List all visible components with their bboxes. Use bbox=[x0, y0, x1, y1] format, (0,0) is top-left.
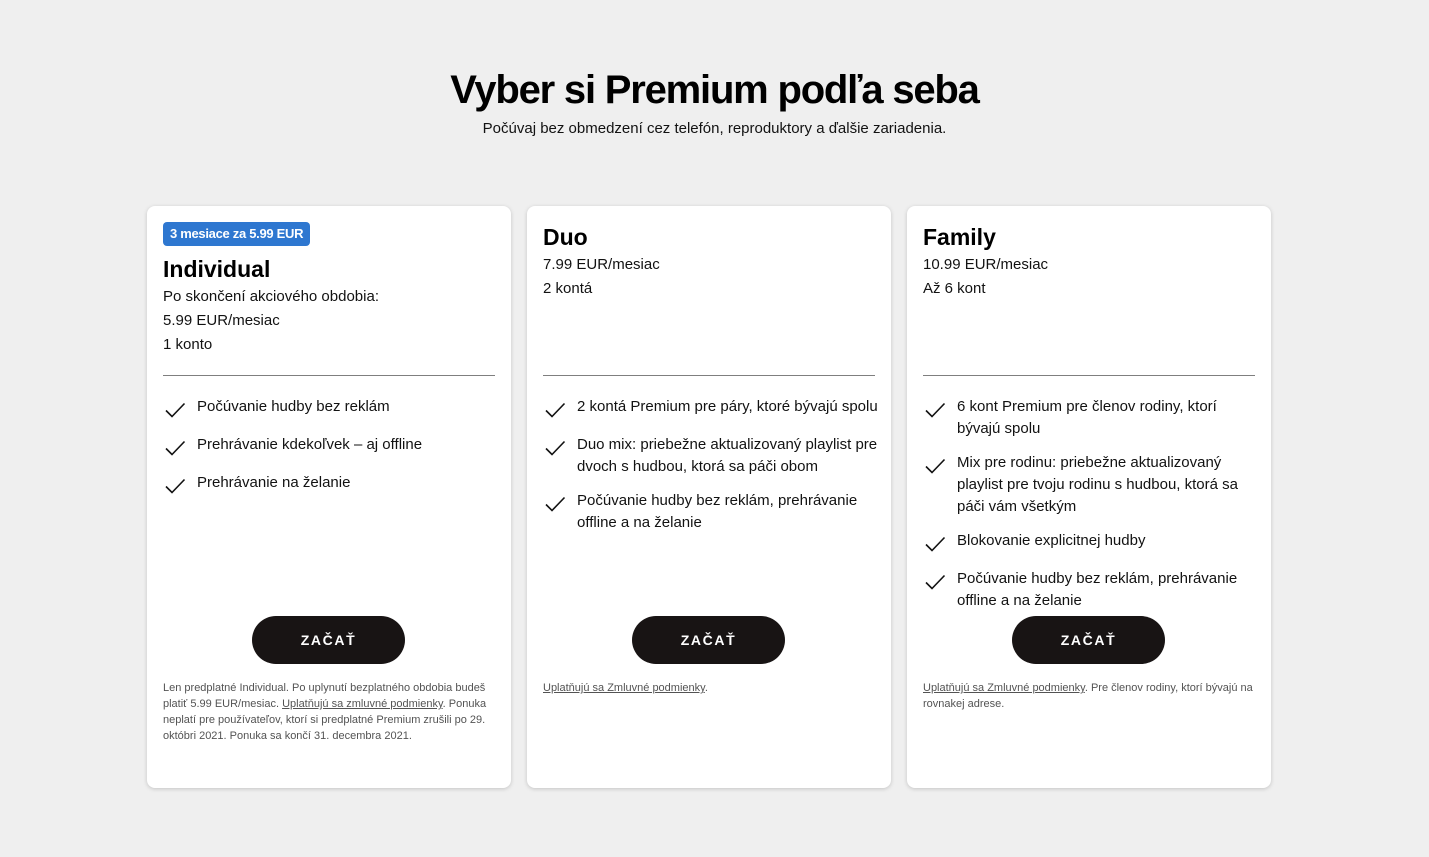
feature-text: Počúvanie hudby bez reklám, prehrávanie offline a na želanie bbox=[577, 492, 858, 531]
feature-text: Počúvanie hudby bez reklám, prehrávanie offline a na želanie bbox=[957, 570, 1238, 609]
divider bbox=[543, 375, 875, 376]
plan-info bbox=[543, 254, 875, 300]
feature-item bbox=[543, 396, 881, 422]
plan-cards bbox=[147, 206, 1271, 788]
page-subtitle: Počúvaj bez obmedzení cez telefón, reproduktory a ďalšie zariadenia. bbox=[482, 120, 947, 137]
check-icon bbox=[923, 398, 947, 422]
feature-list bbox=[543, 396, 881, 546]
feature-item bbox=[923, 452, 1261, 518]
feature-item bbox=[543, 434, 881, 478]
feature-text: 2 kontá Premium pre páry, ktoré bývajú spolu bbox=[577, 398, 878, 415]
plan-accounts: 1 konto bbox=[163, 336, 213, 353]
plan-accounts: Až 6 kont bbox=[923, 280, 986, 297]
feature-text: Mix pre rodinu: priebežne aktualizovaný playlist pre tvoju rodinu s hudbou, ktorá sa páči vám všetkým bbox=[957, 454, 1238, 515]
feature-item bbox=[923, 568, 1261, 612]
feature-text: Prehrávanie kdekoľvek – aj offline bbox=[197, 436, 423, 453]
fineprint-text: . Ponuka neplatí pre používateľov, ktorí si predplatné Premium zrušili po 29. októbri 2021. Ponuka sa končí 31. decembra 2021. bbox=[163, 698, 487, 742]
feature-text: Duo mix: priebežne aktualizovaný playlist pre dvoch s hudbou, ktorá sa páči obom bbox=[577, 436, 878, 475]
fineprint-text: . Pre členov rodiny, ktorí bývajú na rovnakej adrese. bbox=[923, 682, 1253, 710]
fineprint bbox=[543, 680, 875, 696]
fineprint-text: . bbox=[704, 682, 708, 694]
check-icon bbox=[543, 398, 567, 422]
plan-card-individual bbox=[147, 206, 511, 788]
check-icon bbox=[543, 436, 567, 460]
page-header bbox=[0, 64, 1429, 140]
feature-item bbox=[923, 396, 1261, 440]
plan-price: 7.99 EUR/mesiac bbox=[543, 256, 660, 273]
start-button-individual[interactable]: ZAČAŤ bbox=[252, 616, 405, 664]
plan-card-duo bbox=[527, 206, 891, 788]
fineprint-text: Len predplatné Individual. Po uplynutí bezplatného obdobia budeš platiť 5.99 EUR/mesiac. bbox=[163, 682, 486, 710]
check-icon bbox=[923, 454, 947, 478]
page-title: Vyber si Premium podľa seba bbox=[450, 68, 979, 112]
terms-link[interactable]: Uplatňujú sa Zmluvné podmienky bbox=[923, 682, 1085, 694]
plan-info bbox=[923, 254, 1255, 300]
promo-badge: 3 mesiace za 5.99 EUR bbox=[163, 222, 310, 246]
check-icon bbox=[163, 398, 187, 422]
feature-item bbox=[163, 396, 501, 422]
feature-item bbox=[163, 434, 501, 460]
plan-info-line: Po skončení akciového obdobia: bbox=[163, 288, 379, 305]
plan-name: Individual bbox=[163, 256, 271, 282]
check-icon bbox=[163, 436, 187, 460]
divider bbox=[163, 375, 495, 376]
fineprint bbox=[163, 680, 495, 744]
check-icon bbox=[923, 570, 947, 594]
plan-price: 5.99 EUR/mesiac bbox=[163, 312, 280, 329]
plan-card-family bbox=[907, 206, 1271, 788]
plan-info bbox=[163, 286, 495, 356]
terms-link[interactable]: Uplatňujú sa zmluvné podmienky bbox=[282, 698, 443, 710]
plan-price: 10.99 EUR/mesiac bbox=[923, 256, 1049, 273]
feature-text: 6 kont Premium pre členov rodiny, ktorí bývajú spolu bbox=[957, 398, 1217, 437]
check-icon bbox=[163, 474, 187, 498]
feature-item bbox=[923, 530, 1261, 556]
feature-list bbox=[923, 396, 1261, 624]
start-button-duo[interactable]: ZAČAŤ bbox=[632, 616, 785, 664]
feature-item bbox=[163, 472, 501, 498]
plan-accounts: 2 kontá bbox=[543, 280, 593, 297]
feature-list bbox=[163, 396, 501, 510]
feature-text: Počúvanie hudby bez reklám bbox=[197, 398, 390, 415]
check-icon bbox=[543, 492, 567, 516]
feature-text: Blokovanie explicitnej hudby bbox=[957, 532, 1146, 549]
check-icon bbox=[923, 532, 947, 556]
feature-item bbox=[543, 490, 881, 534]
feature-text: Prehrávanie na želanie bbox=[197, 474, 351, 491]
plan-name: Duo bbox=[543, 224, 588, 250]
divider bbox=[923, 375, 1255, 376]
start-button-family[interactable]: ZAČAŤ bbox=[1012, 616, 1165, 664]
plan-name: Family bbox=[923, 224, 996, 250]
fineprint bbox=[923, 680, 1255, 712]
terms-link[interactable]: Uplatňujú sa Zmluvné podmienky bbox=[543, 682, 705, 694]
